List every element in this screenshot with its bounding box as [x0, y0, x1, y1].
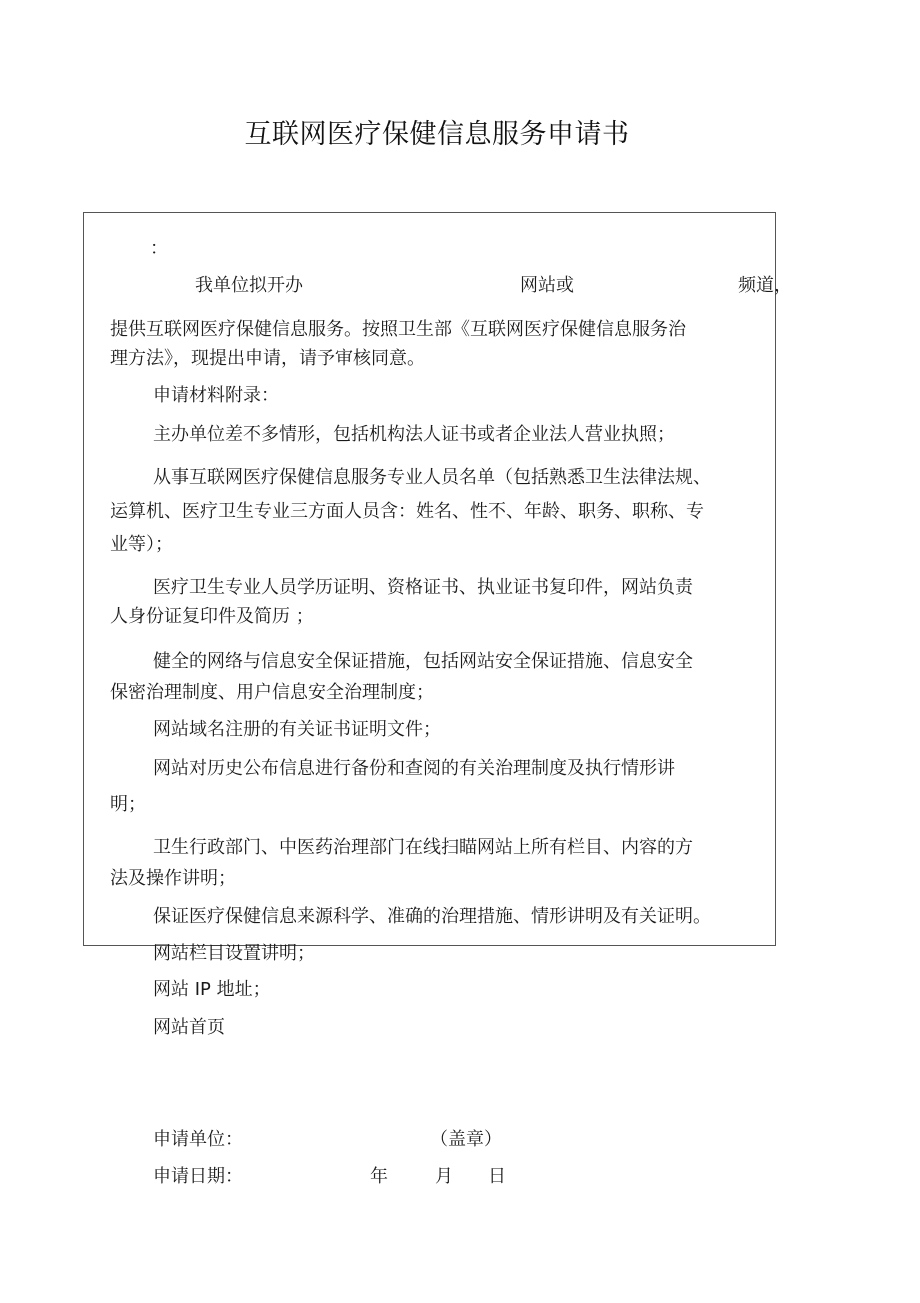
material-item-6-line-2: 明；	[110, 794, 146, 815]
opening-part-1: 我单位拟开办	[195, 275, 303, 296]
opening-line-3: 理方法》，现提出申请，请予审核同意。	[110, 348, 425, 369]
material-item-3-line-1: 医疗卫生专业人员学历证明、资格证书、执业证书复印件，网站负责	[153, 577, 693, 598]
date-year: 年	[370, 1166, 388, 1187]
materials-heading: 申请材料附录：	[153, 385, 279, 406]
material-item-6-line-1: 网站对历史公布信息进行备份和查阅的有关治理制度及执行情形讲	[153, 758, 675, 779]
material-item-8: 保证医疗保健信息来源科学、准确的治理措施、情形讲明及有关证明。	[153, 906, 711, 927]
material-item-11: 网站首页	[153, 1017, 225, 1038]
date-label: 申请日期：	[153, 1166, 243, 1187]
applicant-label: 申请单位：	[153, 1129, 243, 1150]
material-item-7-line-2: 法及操作讲明；	[110, 868, 236, 889]
material-item-4-line-1: 健全的网络与信息安全保证措施，包括网站安全保证措施、信息安全	[153, 651, 693, 672]
material-item-5: 网站域名注册的有关证书证明文件；	[153, 719, 441, 740]
material-item-9: 网站栏目设置讲明；	[153, 943, 315, 964]
seal-label: （盖章）	[430, 1129, 502, 1150]
opening-part-3: 频道，	[738, 275, 792, 296]
date-day: 日	[488, 1166, 506, 1187]
material-item-10: 网站 IP 地址；	[153, 979, 271, 1000]
opening-line-2: 提供互联网医疗保健信息服务。按照卫生部《互联网医疗保健信息服务治	[110, 319, 686, 340]
material-item-2-line-3: 业等）；	[110, 534, 173, 555]
salutation-colon: ：	[150, 238, 168, 259]
material-item-2-line-1: 从事互联网医疗保健信息服务专业人员名单（包括熟悉卫生法律法规、	[153, 467, 711, 488]
material-item-1: 主办单位差不多情形，包括机构法人证书或者企业法人营业执照；	[153, 424, 675, 445]
material-item-3-line-2: 人身份证复印件及简历 ；	[110, 606, 314, 627]
material-item-2-line-2: 运算机、医疗卫生专业三方面人员含：姓名、性不、年龄、职务、职称、专	[110, 501, 704, 522]
material-item-7-line-1: 卫生行政部门、中医药治理部门在线扫瞄网站上所有栏目、内容的方	[153, 837, 693, 858]
date-month: 月	[435, 1166, 453, 1187]
opening-part-2: 网站或	[520, 275, 574, 296]
material-item-4-line-2: 保密治理制度、用户信息安全治理制度；	[110, 682, 434, 703]
page-title: 互联网医疗保健信息服务申请书	[244, 119, 630, 150]
